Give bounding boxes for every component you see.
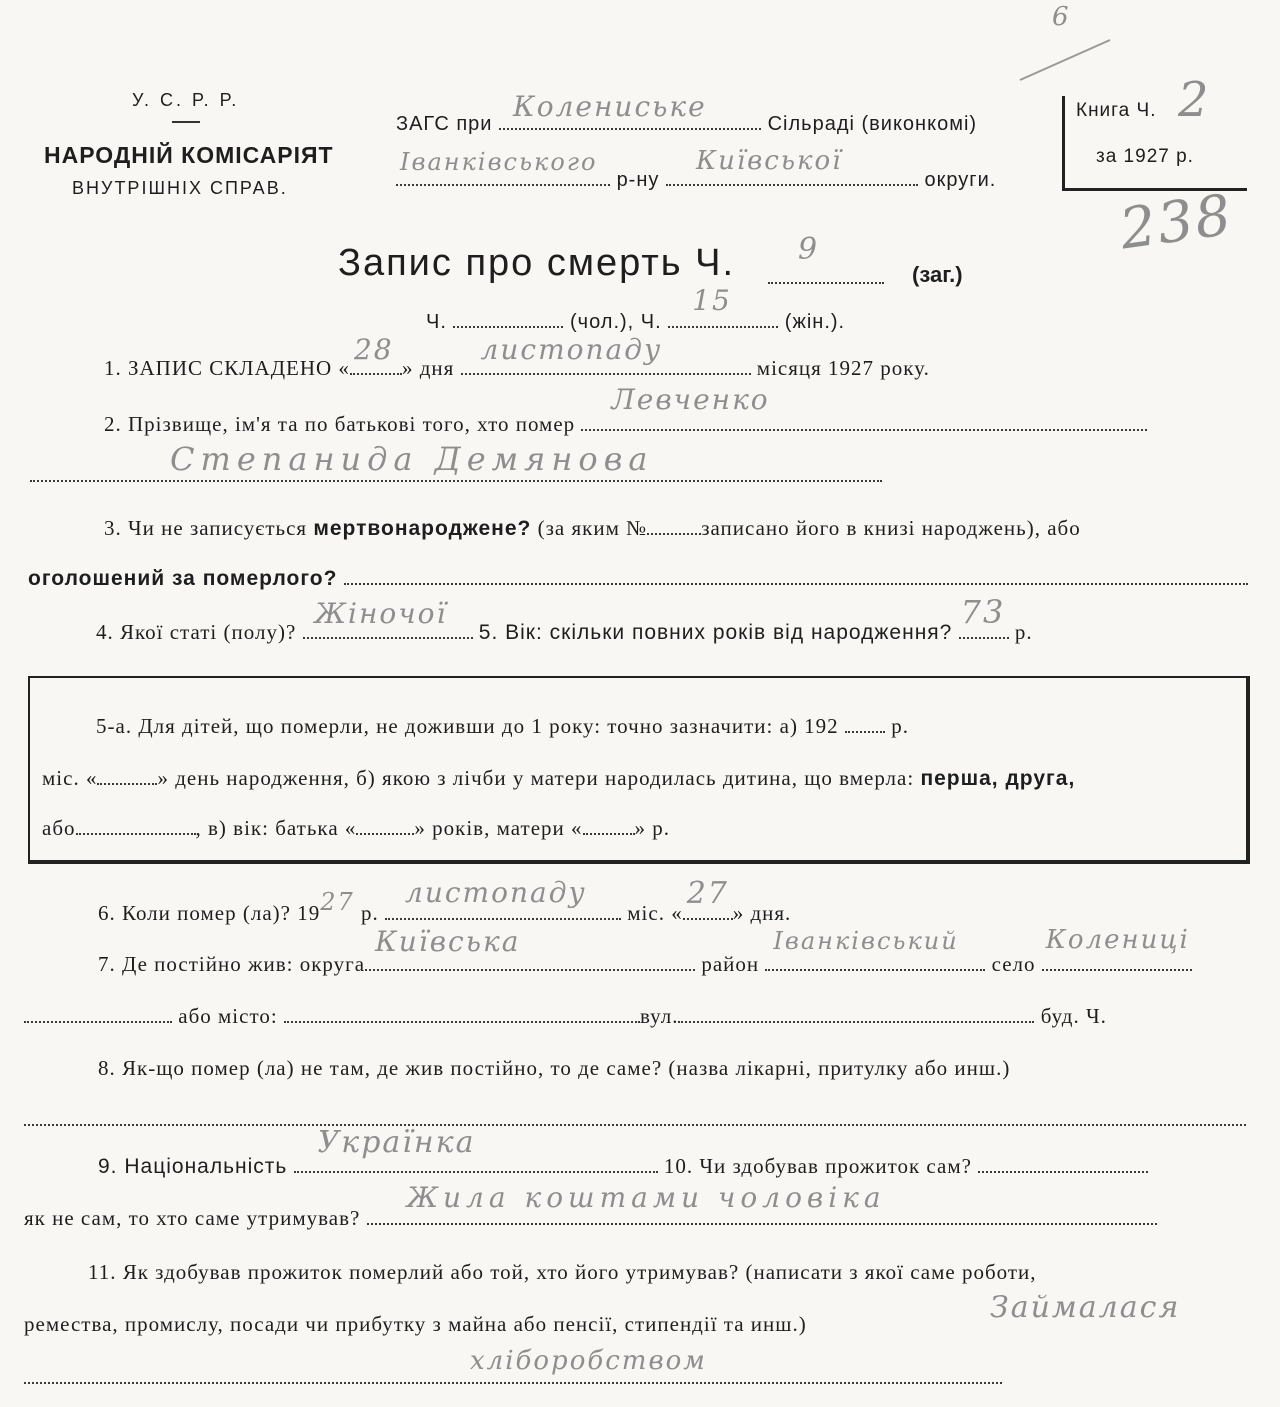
- male-count-label: Ч.: [426, 311, 447, 333]
- item-5a-line3: [42, 816, 670, 841]
- item-7-building-label: буд. Ч.: [1040, 1004, 1107, 1028]
- item-6: [98, 876, 792, 926]
- title-gender-line: [426, 284, 846, 334]
- book-number-value: 2: [1178, 72, 1211, 128]
- item-5a-order-options: перша, друга,: [920, 767, 1076, 790]
- item-2-surname-value: Левченко: [611, 383, 770, 416]
- item-6-year-value: 27: [320, 888, 355, 916]
- item-7-city-label: або місто:: [178, 1004, 278, 1028]
- zags-district-value: Іванківського: [400, 148, 598, 176]
- margin-page-mark: 6: [1052, 2, 1071, 32]
- item-10-supporter-label: як не сам, то хто саме утримував?: [24, 1206, 361, 1230]
- item-3-text: записано його в книзі народжень), або: [701, 516, 1081, 540]
- item-2-continuation-line: [30, 480, 882, 482]
- item-7-street-label: вул.: [639, 1004, 679, 1028]
- item-4-label: 4. Якої статі (полу)?: [96, 620, 297, 644]
- item-11-occupation-value: Займалася: [990, 1290, 1181, 1325]
- header-ussr: У. С. Р. Р.: [132, 90, 240, 110]
- item-6-label: 6. Коли помер (ла)? 19: [98, 901, 321, 925]
- zags-district-line: [396, 146, 997, 192]
- item-7-cont: [24, 1004, 1107, 1029]
- item-4-5: [96, 593, 1033, 645]
- zags-okrug-label: округи.: [924, 169, 997, 191]
- item-7-raion-label: район: [701, 952, 760, 976]
- item-2-label: 2. Прізвище, ім'я та по батькові того, хто помер: [104, 412, 576, 436]
- item-10-label: 10. Чи здобував прожиток сам?: [663, 1154, 972, 1178]
- page-title: Запис про смерть Ч.: [338, 242, 736, 284]
- header-divider: [172, 121, 200, 123]
- item-3-cont: [28, 566, 1248, 591]
- female-count-suffix: (жін.).: [784, 311, 846, 333]
- item-10-cont: [24, 1181, 1157, 1231]
- zags-council-value: Колениське: [513, 90, 707, 123]
- item-1-day-suffix: » дня: [401, 356, 455, 380]
- item-6-day-suffix: » дня.: [732, 901, 792, 925]
- item-4-sex-value: Жіночої: [314, 597, 448, 630]
- item-9-10: [98, 1125, 1148, 1179]
- item-3-declared-dead: оголошений за померлого?: [28, 567, 338, 590]
- item-5a-mother-age-label: » років, матери «: [414, 816, 583, 840]
- item-3-stillborn: мертвонароджене?: [313, 517, 532, 540]
- item-10-supporter-value: Жила коштами чоловіка: [406, 1181, 886, 1214]
- female-count-value: 15: [692, 284, 732, 317]
- zags-district-label: р-ну: [616, 169, 660, 191]
- item-1-year: місяця 1927 року.: [756, 356, 930, 380]
- item-5a-line1: [96, 714, 909, 739]
- item-6-month-suffix: міс. «: [627, 901, 683, 925]
- item-6-month-value: листопаду: [405, 876, 587, 909]
- item-5a-year-suffix: р.: [891, 714, 909, 738]
- header-commissariat: НАРОДНІЙ КОМІСАРІЯТ: [44, 142, 334, 168]
- margin-side-number: 238: [1116, 182, 1237, 263]
- item-7-okrug-value: Київська: [375, 925, 521, 958]
- item-7-okrug-label: 7. Де постійно жив: округа: [98, 952, 366, 976]
- item-5a-father-age-label: , в) вік: батька «: [195, 816, 357, 840]
- item-3: [104, 516, 1081, 541]
- item-5-suffix: р.: [1014, 620, 1033, 644]
- title-suffix: (заг.): [912, 262, 963, 287]
- zags-council-line: [396, 90, 978, 136]
- zags-prefix: ЗАГС при: [396, 113, 493, 135]
- male-count-suffix: (чол.), Ч.: [570, 311, 662, 333]
- item-5a-birth-text: » день народження, б) якою з лічби у матери народилась дитина, що вмерла:: [157, 766, 915, 790]
- item-11-occupation-value-2: хліборобством: [470, 1346, 707, 1376]
- book-number-label: Книга Ч.: [1076, 100, 1157, 121]
- item-8-line: [24, 1124, 1246, 1126]
- item-7-selo-value: Колениці: [1045, 925, 1190, 955]
- item-9-nationality-value: Українка: [317, 1125, 476, 1160]
- item-2: [104, 383, 1147, 437]
- item-5a-month-label: міс. «: [42, 766, 98, 790]
- item-7-selo-label: село: [991, 952, 1036, 976]
- item-5a-label: 5-а. Для дітей, що померли, не доживши до 1 року: точно зазначити: а) 192: [96, 714, 839, 738]
- item-1: [104, 333, 930, 381]
- item-7-raion-value: Іванківський: [773, 927, 959, 955]
- item-7: [98, 925, 1192, 977]
- item-5a-or: або: [42, 816, 76, 840]
- item-2-name-value: Степанида Демянова: [170, 440, 654, 478]
- item-5a-line2: [42, 766, 1075, 791]
- item-11: 11. Як здобував прожиток померлий або той, хто його утримував? (написати з якої саме роботи,: [88, 1260, 1037, 1284]
- item-11-line: [24, 1382, 1002, 1384]
- item-8: 8. Як-що помер (ла) не там, де жив постійно, то де саме? (назва лікарні, притулку або инш.): [98, 1056, 1011, 1080]
- header-department: ВНУТРІШНІХ СПРАВ.: [72, 178, 288, 198]
- margin-slash-mark: [1010, 30, 1120, 90]
- item-5-label: 5. Вік: скільки повних років від народження?: [478, 621, 953, 644]
- item-1-label: 1. ЗАПИС СКЛАДЕНО «: [104, 356, 350, 380]
- item-6-day-value: 27: [686, 876, 729, 911]
- item-3-number-label: (за яким №: [537, 516, 648, 540]
- item-1-day-value: 28: [353, 333, 394, 366]
- zags-council-label: Сільраді (виконкомі): [767, 113, 978, 135]
- title-number-value: 9: [798, 232, 820, 267]
- item-3-label: 3. Чи не записується: [104, 516, 308, 540]
- item-5-age-value: 73: [960, 593, 1006, 631]
- item-11-cont: ремества, промислу, посади чи прибутку з майна або пенсії, стипендії та инш.): [24, 1312, 807, 1336]
- book-year: за 1927 р.: [1096, 146, 1194, 167]
- item-6-year-suffix: р.: [361, 901, 379, 925]
- zags-okrug-value: Київської: [695, 146, 843, 176]
- item-1-month-value: листопаду: [480, 333, 663, 366]
- item-5a-mother-age-suffix: » р.: [634, 816, 671, 840]
- item-9-label: 9. Національність: [98, 1155, 288, 1178]
